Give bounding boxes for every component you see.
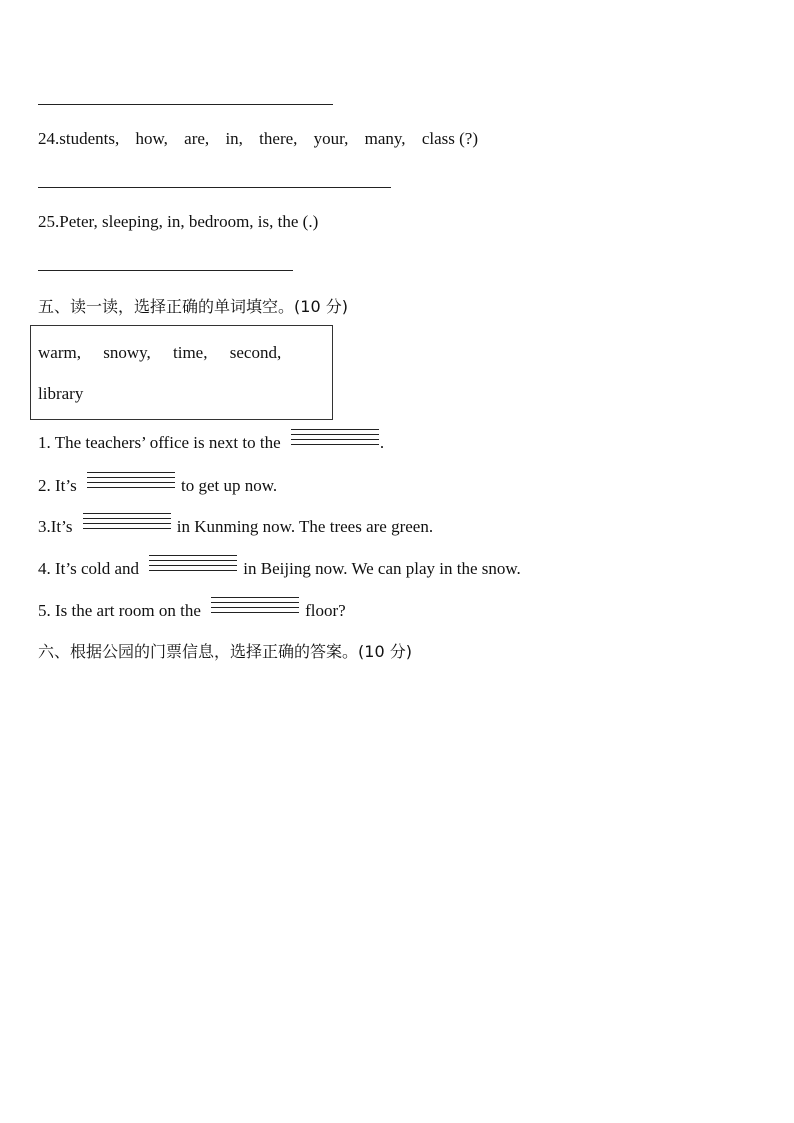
- item-text: 3.It’s: [38, 517, 73, 536]
- scrambled-words: Peter, sleeping, in, bedroom, is, the (.): [59, 212, 319, 231]
- fill-blank-item-5: [38, 601, 346, 621]
- scrambled-word: are,: [184, 129, 210, 148]
- question-24: [38, 129, 478, 149]
- word-bank-item: warm,: [38, 343, 81, 362]
- answer-line-q25: [38, 270, 293, 271]
- item-text: in Beijing now. We can play in the snow.: [243, 559, 521, 578]
- answer-blank[interactable]: [211, 597, 299, 615]
- scrambled-word: students,: [59, 129, 120, 148]
- item-text: 2. It’s: [38, 476, 77, 495]
- scrambled-word: how,: [135, 129, 168, 148]
- word-bank-item: second,: [229, 343, 282, 362]
- section-6-heading: [38, 639, 412, 662]
- section-score: (10 分): [294, 297, 348, 316]
- word-bank-row: [38, 384, 83, 404]
- fill-blank-item-4: [38, 559, 521, 579]
- section-score: (10 分): [358, 642, 412, 661]
- scrambled-word: many,: [364, 129, 406, 148]
- scrambled-word: in,: [225, 129, 243, 148]
- section-title: 五、读一读，选择正确的单词填空。: [38, 297, 295, 316]
- section-title: 六、根据公园的门票信息，选择正确的答案。: [38, 642, 359, 661]
- scrambled-word: your,: [313, 129, 349, 148]
- word-bank-item: snowy,: [103, 343, 151, 362]
- question-number: 25.: [38, 212, 60, 231]
- word-bank-item: time,: [173, 343, 208, 362]
- answer-blank[interactable]: [83, 513, 171, 531]
- fill-blank-item-1: [38, 433, 384, 453]
- answer-blank[interactable]: [149, 555, 237, 573]
- item-text: .: [379, 433, 385, 452]
- section-5-heading: [38, 294, 348, 317]
- question-25: [38, 212, 318, 232]
- item-text: floor?: [305, 601, 346, 620]
- answer-line-q23: [38, 104, 333, 105]
- word-bank-item: library: [38, 384, 84, 403]
- answer-blank[interactable]: [87, 472, 175, 490]
- item-text: 1. The teachers’ office is next to the: [38, 433, 281, 452]
- fill-blank-item-3: [38, 517, 433, 537]
- word-bank-row: [38, 343, 281, 363]
- scrambled-word: class (?): [421, 129, 478, 148]
- item-text: 4. It’s cold and: [38, 559, 140, 578]
- question-number: 24.: [38, 129, 60, 148]
- answer-line-q24: [38, 187, 391, 188]
- answer-blank[interactable]: [291, 429, 379, 447]
- scrambled-word: there,: [259, 129, 298, 148]
- item-text: to get up now.: [180, 476, 278, 495]
- word-bank-box: [30, 325, 333, 420]
- fill-blank-item-2: [38, 476, 277, 496]
- item-text: 5. Is the art room on the: [38, 601, 201, 620]
- item-text: in Kunming now. The trees are green.: [176, 517, 434, 536]
